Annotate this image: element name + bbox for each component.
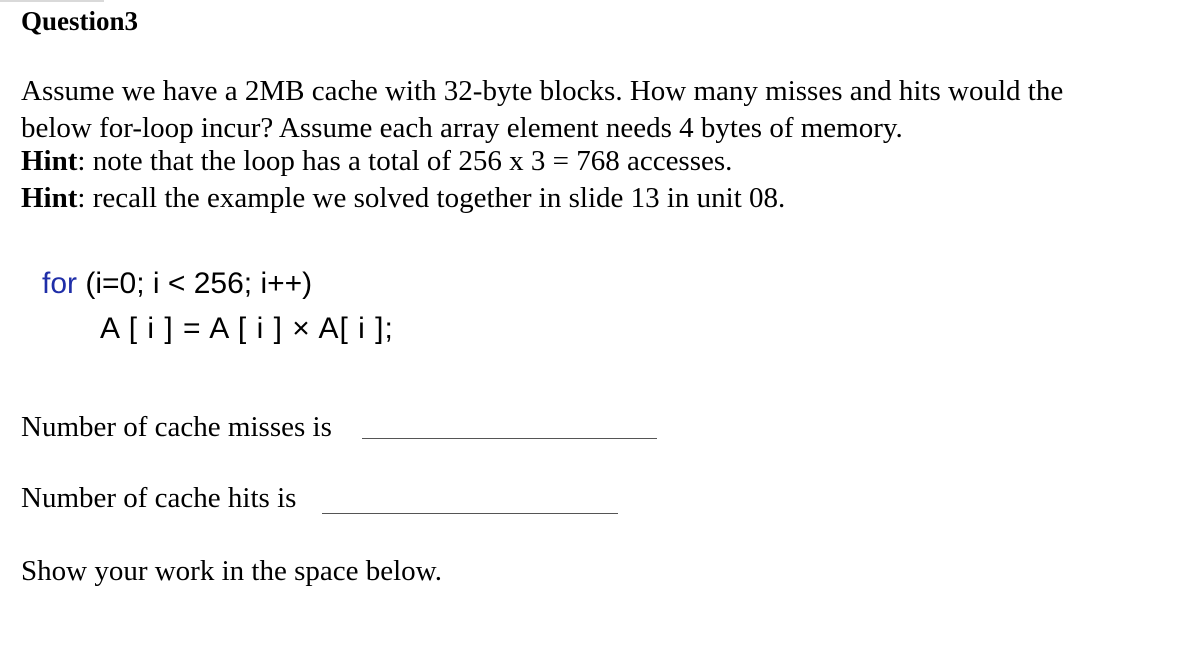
show-work-instruction: Show your work in the space below. xyxy=(21,555,442,587)
code-loop-body: A [ i ] = A [ i ] × A[ i ]; xyxy=(100,312,394,345)
code-loop-condition: (i=0; i < 256; i++) xyxy=(77,267,313,300)
hint-2 xyxy=(21,181,785,215)
cache-misses-label: Number of cache misses is xyxy=(21,411,332,443)
cache-hits-label: Number of cache hits is xyxy=(21,482,297,514)
hint-1-label: Hint xyxy=(21,145,78,177)
top-divider xyxy=(0,0,104,2)
hint-2-label: Hint xyxy=(21,182,78,214)
question-title: Question3 xyxy=(21,6,139,36)
question-text-line-1: Assume we have a 2MB cache with 32-byte blocks. How many misses and hits would the xyxy=(21,75,1064,107)
code-keyword-for: for xyxy=(42,267,78,300)
code-loop-header xyxy=(42,266,312,302)
hint-1-text: : note that the loop has a total of 256 x 3 = 768 accesses. xyxy=(77,145,733,177)
hint-2-text: : recall the example we solved together in slide 13 in unit 08. xyxy=(77,182,786,214)
cache-misses-answer-blank[interactable] xyxy=(362,438,657,439)
hint-1 xyxy=(21,144,732,178)
cache-hits-answer-blank[interactable] xyxy=(322,513,618,514)
question-text-line-2: below for-loop incur? Assume each array element needs 4 bytes of memory. xyxy=(21,112,903,144)
